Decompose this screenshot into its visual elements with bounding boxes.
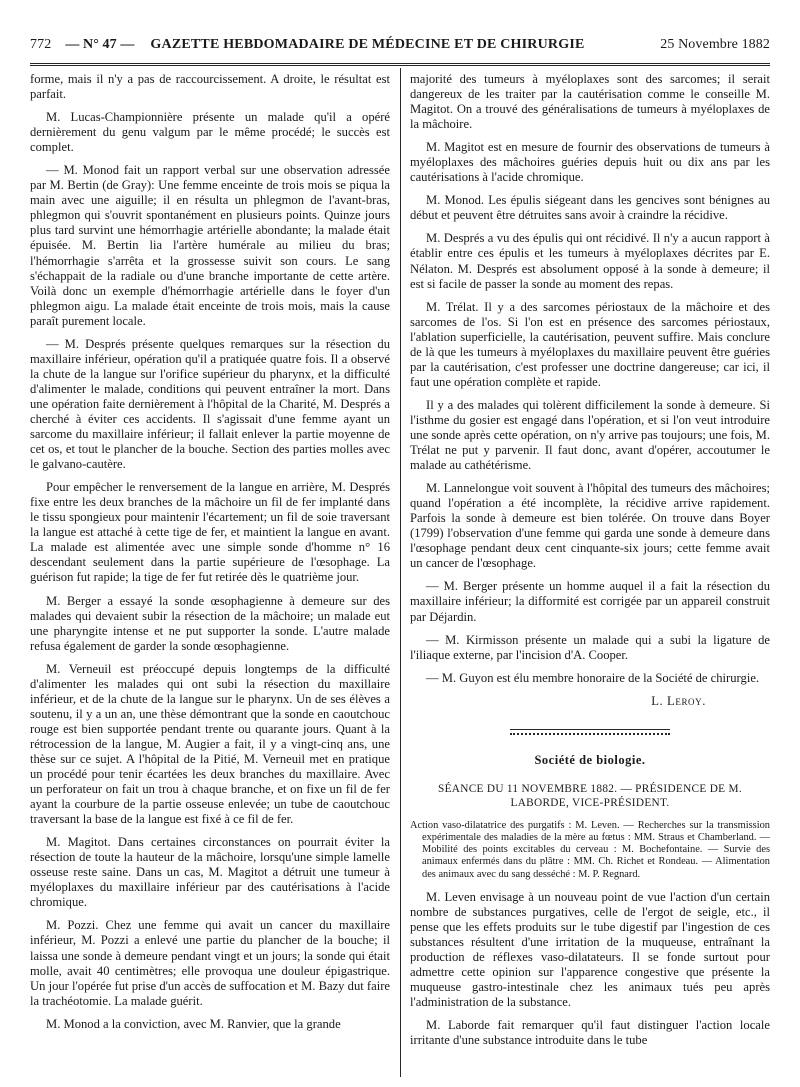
paragraph: M. Laborde fait remarquer qu'il faut distinguer l'action locale irritante d'une substance introduite dans le tube (410, 1018, 770, 1048)
issue-number: — N° 47 — (65, 37, 135, 52)
section-title: Société de biologie. (534, 752, 646, 767)
paragraph: M. Berger a essayé la sonde œsophagienne à demeure sur des malades qui devaient subir la résection de la mâchoire; un malade eut une pharyngite intense et ne put supporter la sonde. L'autre malade refusa également de garder la sonde œsophagienne. (30, 593, 390, 653)
paragraph: M. Lucas-Championnière présente un malade qu'il a opéré dernièrement du genu valgum par le même procédé; le succès est complet. (30, 110, 390, 155)
paragraph: majorité des tumeurs à myéloplaxes sont des sarcomes; il serait dangereux de les traiter par la cautérisation comme le conseille M. Magitot. On a trouvé des généralisations de tumeurs à myéloplaxes de la mâchoire. (410, 72, 770, 132)
paragraph: M. Monod a la conviction, avec M. Ranvier, que la grande (46, 1016, 341, 1031)
paragraph: M. Lannelongue voit souvent à l'hôpital des tumeurs des mâchoires; quand l'opération a été incomplète, la récidive arrive rapidement. Parfois la sonde à demeure est bien tolérée. On trouve dans Boyer (1799) l'observation d'une femme qui garda une sonde à demeure dans l'œsophage pendant deux cent cinquante-six jours; cette femme avait un cancer de l'œsophage. (410, 481, 770, 571)
paragraph: M. Magitot est en mesure de fournir des observations de tumeurs à myéloplaxes des mâchoires guéries depuis huit ou dix ans par les cautérisations à l'acide chromique. (410, 140, 770, 185)
column-divider (400, 68, 401, 1077)
issue-date: 25 Novembre 1882 (660, 37, 770, 52)
header-rule (30, 63, 770, 66)
paragraph: M. Verneuil est préoccupé depuis longtemps de la difficulté d'alimenter les malades qui ont subi la résection du maxillaire inférieur, et de la chute de la langue sur le pharynx. Un de ses élèves a soutenu, il y a un an, une thèse démontrant que la sonde en caoutchouc rouge est bien supportée pendant trente ou quarante jours. Quant à la rétrocession de la langue, M. Augier a fait, il y a vingt-cinq ans, une thèse sur ce sujet. A l'hôpital de la Pitié, M. Verneuil met en pratique un procédé pour tenir écartées les deux branches du maxillaire. Avec un perforateur on fait un trou à chaque branche, et on fixe un fil de fer ayant la courbure de la partie osseuse enlevée; un tube de caoutchouc traversant la base de la langue est fixé à ce fil de fer. (30, 661, 390, 827)
paragraph: — M. Després présente quelques remarques sur la résection du maxillaire inférieur, opération qu'il a pratiquée quatre fois. Il a observé la chute de la langue sur l'orifice supérieur du pharynx, et la difficulté d'alimenter le malade, conditions qui peuvent entraîner la mort. Dans une opération faite dernièrement à l'hôpital de la Charité, M. Després a cherché à éviter ces accidents. Il s'agissait d'une femme ayant un sarcome du maxillaire inférieur; il fallait enlever la partie moyenne de cet os, et tout le plancher de la bouche. Section des parties molles avec le galvano-cautère. (30, 336, 390, 472)
paragraph: — M. Guyon est élu membre honoraire de la Société de chirurgie. (426, 670, 760, 685)
running-header (30, 37, 770, 59)
paragraph: M. Magitot. Dans certaines circonstances on pourrait éviter la résection de toute la hauteur de la mâchoire, lorsqu'une simple lamelle osseuse reste saine. Dans un cas, M. Magitot a détruit une tumeur à myéloplaxes du maxillaire inférieur par des cautérisations à l'acide chromique. (30, 835, 390, 910)
paragraph: M. Després a vu des épulis qui ont récidivé. Il n'y a aucun rapport à établir entre ces épulis et les tumeurs à myéloplaxes décrites par E. Nélaton. M. Després est absolument opposé à la sonde à demeure; il est si facile de passer la sonde au moment des repas. (410, 231, 770, 291)
paragraph: M. Pozzi. Chez une femme qui avait un cancer du maxillaire inférieur, M. Pozzi a enlevé une partie du plancher de la bouche; il laissa une sonde à demeure pendant vingt et un jours; la sonde qui était molle, avait 40 centimètres; elle provoqua une douleur épigastrique. Un jour l'opérée fut prise d'un accès de suffocation et M. Bazy dut faire la trachéotomie. La malade guérit. (30, 918, 390, 1008)
paragraph: Pour empêcher le renversement de la langue en arrière, M. Després fixe entre les deux branches de la mâchoire un fil de fer implanté dans le tissu spongieux pour maintenir l'écartement; un fil de soie traversant la langue est attaché à cette tige de fer, et maintient la langue en avant. La malade est alimentée avec une simple sonde d'homme n° 16 descendant seulement dans la partie supérieure de l'œsophage. La guérison fut rapide; la tige de fer fut retirée dès le quatrième jour. (30, 480, 390, 585)
paragraph: — M. Kirmisson présente un malade qui a subi la ligature de l'iliaque externe, par l'incision d'A. Cooper. (410, 632, 770, 662)
paragraph: — M. Berger présente un homme auquel il a fait la résection du maxillaire inférieur; la difformité est corrigée par un appareil construit par Déjardin. (410, 579, 770, 624)
author-signature: L. Leroy. (651, 693, 706, 708)
paragraph: — M. Monod fait un rapport verbal sur une observation adressée par M. Bertin (de Gray): Une femme enceinte de trois mois se piqua la main avec une aiguille; il en résulta un phlegmon de l'avant-bras, phlegmon qui s'ouvrit spontanément en plusieurs points. Quinze jours plus tard survint une hémorrhagie artérielle abondante; la malade était épuisée. M. Bertin lia l'artère humérale au milieu du bras; l'hémorrhagie s'arrêta et la grossesse suivit son cours. Le sang s'échappait de la radiale ou d'une branche importante de cette artère. Voilà donc un exemple d'hémorrhagie artérielle dans le foyer d'un phlegmon aigu. La malade était enceinte de trois mois, mais la cause paraît purement locale. (30, 163, 390, 328)
right-column (410, 72, 770, 1056)
left-column (30, 72, 390, 1040)
page-number: 772 (30, 37, 52, 52)
paragraph: M. Trélat. Il y a des sarcomes périostaux de la mâchoire et des sarcomes de l'os. Si l'on est en présence des sarcomes périostaux, l'ablation superficielle, la cautérisation, peuvent suffire. Mais conclure de là que les tumeurs à myéloplaxes du maxillaire peuvent être guéries par la cautérisation, c'est professer une doctrine dangereuse; car ici, il faut une opération complète et rapide. (410, 299, 770, 389)
journal-title: GAZETTE HEBDOMADAIRE DE MÉDECINE ET DE CHIRURGIE (150, 37, 585, 52)
paragraph: forme, mais il n'y a pas de raccourcissement. A droite, le résultat est parfait. (30, 72, 390, 102)
session-heading: SÉANCE DU 11 NOVEMBRE 1882. — PRÉSIDENCE DE M. LABORDE, VICE-PRÉSIDENT. (438, 782, 742, 809)
section-separator (510, 729, 670, 735)
session-summary: Action vaso-dilatatrice des purgatifs : M. Leven. — Recherches sur la transmission expérimentale des maladies de la mère au fœtus : MM. Straus et Chamberland. — Mobilité des points excitables du cerveau : M. Bochefontaine. — Survie des animaux enfermés dans du plâtre : MM. Ch. Richet et Rondeau. — Alimentation des animaux avec du sang desséché : M. P. Regnard. (410, 819, 770, 880)
paragraph: Il y a des malades qui tolèrent difficilement la sonde à demeure. Si l'isthme du gosier est engagé dans l'opération, et si l'on veut introduire une sonde après cette opération, on n'y arrive pas toujours; une fois, M. Trélat ne put y parvenir. Il faut donc, avant d'opérer, accoutumer le malade au cathétérisme. (410, 397, 770, 473)
paragraph: M. Monod. Les épulis siégeant dans les gencives sont bénignes au début et peuvent être détruites sans avoir à craindre la récidive. (410, 193, 770, 223)
paragraph: M. Leven envisage à un nouveau point de vue l'action d'un certain nombre de substances purgatives, celle de l'ergot de seigle, etc., il pense que les effets produits sur le tube digestif par l'ingestion de ces substances résultent d'une irritation de la muqueuse, entraînant la production de réflexes vaso-dilatateurs. Il se fonde surtout pour admettre cette opinion sur l'apparence congestive que présente la muqueuse gastro-intestinale chez les animaux tués peu après l'administration de la substance. (410, 889, 770, 1010)
